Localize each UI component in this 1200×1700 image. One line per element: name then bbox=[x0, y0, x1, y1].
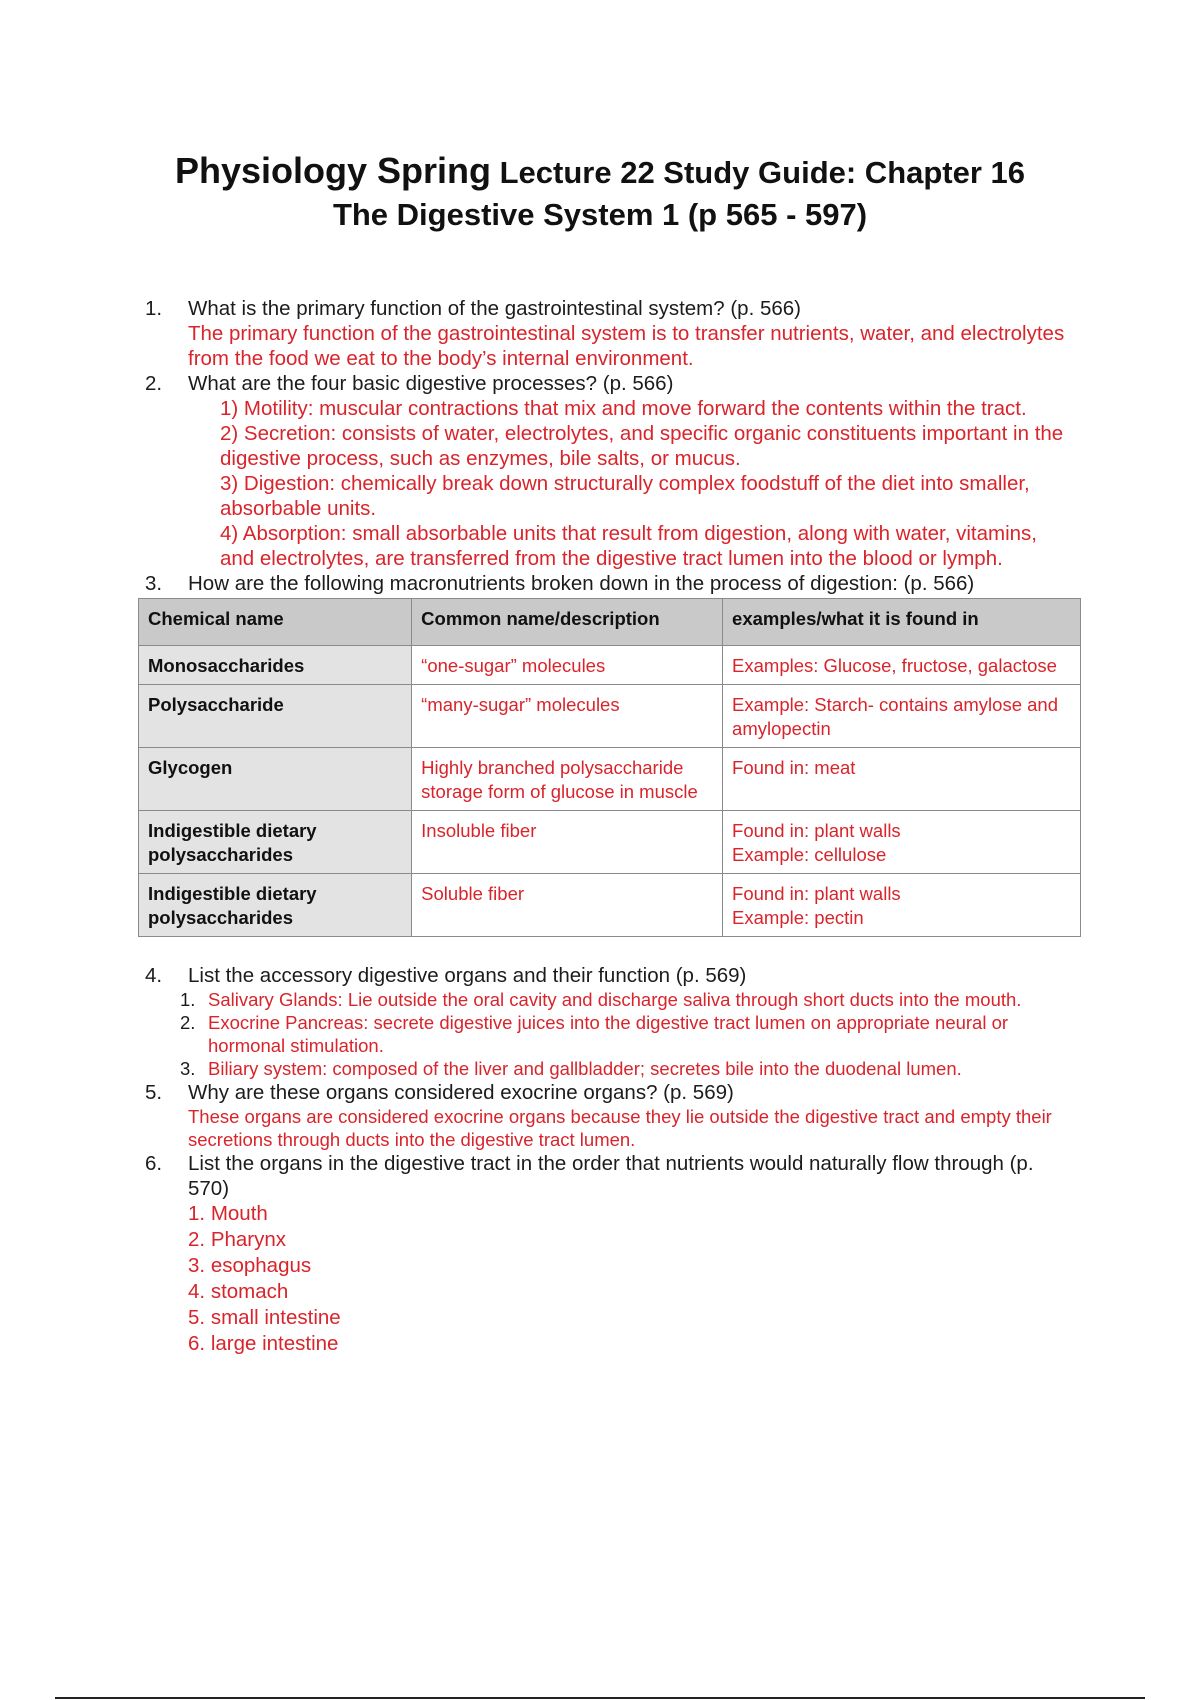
table-cell: “one-sugar” molecules bbox=[412, 646, 723, 685]
table-cell: “many-sugar” molecules bbox=[412, 685, 723, 748]
macronutrient-table bbox=[138, 598, 1081, 937]
list-number: 1. bbox=[180, 989, 196, 1010]
question-text: How are the following macronutrients broken down in the process of digestion: (p. 566) bbox=[188, 572, 975, 595]
list-number: 2. bbox=[188, 1228, 206, 1251]
title-line-2: The Digestive System 1 (p 565 - 597) bbox=[332, 197, 868, 232]
list-number: 4. bbox=[188, 1280, 206, 1303]
table-cell: Glycogen bbox=[139, 748, 412, 811]
list-item bbox=[188, 1331, 1075, 1357]
list-text: Biliary system: composed of the liver and gallbladder; secretes bile into the duodenal lumen. bbox=[208, 1058, 962, 1079]
list-number: 1. bbox=[188, 1202, 206, 1225]
question-3 bbox=[145, 571, 1075, 596]
list-text: Mouth bbox=[210, 1202, 268, 1225]
list-number: 5. bbox=[188, 1306, 206, 1329]
answer-item: 1) Motility: muscular contractions that mix and move forward the contents within the tract. bbox=[220, 397, 1027, 420]
question-4 bbox=[145, 963, 1075, 1080]
table-cell: Indigestible dietary polysaccharides bbox=[139, 874, 412, 937]
table-header: examples/what it is found in bbox=[723, 599, 1081, 646]
table-cell: Found in: plant walls Example: pectin bbox=[723, 874, 1081, 937]
list-number: 6. bbox=[188, 1332, 206, 1355]
question-number: 5. bbox=[145, 1081, 163, 1104]
table-row bbox=[139, 748, 1081, 811]
question-1 bbox=[145, 296, 1075, 371]
list-item bbox=[180, 988, 1075, 1011]
question-6 bbox=[145, 1151, 1075, 1357]
table-cell: Monosaccharides bbox=[139, 646, 412, 685]
title-course: Physiology Spring bbox=[174, 150, 491, 191]
title-lecture: Lecture 22 Study Guide: Chapter 16 bbox=[491, 155, 1026, 190]
list-item bbox=[180, 1011, 1075, 1057]
question-text: What is the primary function of the gastrointestinal system? (p. 566) bbox=[188, 297, 801, 320]
list-item bbox=[180, 1057, 1075, 1080]
answer-text: The primary function of the gastrointestinal system is to transfer nutrients, water, and electrolytes from the food we eat to the body’s internal environment. bbox=[188, 322, 1065, 370]
table-cell: Highly branched polysaccharide storage form of glucose in muscle bbox=[412, 748, 723, 811]
answer-text: These organs are considered exocrine organs because they lie outside the digestive tract and empty their secretions through ducts into the digestive tract lumen. bbox=[188, 1106, 1052, 1150]
table-cell: Example: Starch- contains amylose and amylopectin bbox=[723, 685, 1081, 748]
question-text: List the accessory digestive organs and their function (p. 569) bbox=[188, 964, 747, 987]
table-row bbox=[139, 685, 1081, 748]
table-header-row bbox=[139, 599, 1081, 646]
list-text: Pharynx bbox=[210, 1228, 287, 1251]
table-cell: Soluble fiber bbox=[412, 874, 723, 937]
question-2 bbox=[145, 371, 1075, 571]
answer-item: 4) Absorption: small absorbable units that result from digestion, along with water, vitamins, and electrolytes, are transferred from the digestive tract lumen into the blood or lymph. bbox=[220, 522, 1037, 570]
table-row bbox=[139, 646, 1081, 685]
answer-list bbox=[180, 988, 1075, 1080]
table-cell: Polysaccharide bbox=[139, 685, 412, 748]
list-item bbox=[188, 1253, 1075, 1279]
answer-list bbox=[188, 1201, 1075, 1357]
question-5 bbox=[145, 1080, 1075, 1151]
list-item bbox=[188, 1227, 1075, 1253]
list-text: Exocrine Pancreas: secrete digestive juices into the digestive tract lumen on appropriate neural or hormonal stimulation. bbox=[208, 1012, 1009, 1056]
title-line-1 bbox=[0, 150, 1200, 194]
table-row bbox=[139, 811, 1081, 874]
list-number: 2. bbox=[180, 1012, 196, 1033]
question-number: 1. bbox=[145, 297, 163, 320]
bottom-divider bbox=[55, 1697, 1145, 1699]
table-row bbox=[139, 874, 1081, 937]
list-text: Salivary Glands: Lie outside the oral cavity and discharge saliva through short ducts into the mouth. bbox=[208, 989, 1022, 1010]
answer-item: 2) Secretion: consists of water, electrolytes, and specific organic constituents important in the digestive process, such as enzymes, bile salts, or mucus. bbox=[220, 422, 1064, 470]
list-text: esophagus bbox=[210, 1254, 312, 1277]
question-text: List the organs in the digestive tract in the order that nutrients would naturally flow through (p. 570) bbox=[188, 1152, 1034, 1200]
page-title bbox=[0, 150, 1200, 236]
list-item bbox=[188, 1279, 1075, 1305]
table-cell: Found in: plant walls Example: cellulose bbox=[723, 811, 1081, 874]
question-text: What are the four basic digestive processes? (p. 566) bbox=[188, 372, 674, 395]
answer-list bbox=[188, 396, 1075, 571]
answer-item: 3) Digestion: chemically break down structurally complex foodstuff of the diet into smaller, absorbable units. bbox=[220, 472, 1030, 520]
table-cell: Indigestible dietary polysaccharides bbox=[139, 811, 412, 874]
list-item bbox=[188, 1201, 1075, 1227]
study-guide-content bbox=[145, 296, 1075, 1357]
question-number: 4. bbox=[145, 964, 163, 987]
question-text: Why are these organs considered exocrine organs? (p. 569) bbox=[188, 1081, 734, 1104]
list-text: large intestine bbox=[210, 1332, 339, 1355]
question-number: 3. bbox=[145, 572, 163, 595]
table-header: Common name/description bbox=[412, 599, 723, 646]
list-text: stomach bbox=[210, 1280, 289, 1303]
list-text: small intestine bbox=[210, 1306, 341, 1329]
table-cell: Found in: meat bbox=[723, 748, 1081, 811]
list-item bbox=[188, 1305, 1075, 1331]
table-header: Chemical name bbox=[139, 599, 412, 646]
question-number: 6. bbox=[145, 1152, 163, 1175]
table-cell: Insoluble fiber bbox=[412, 811, 723, 874]
question-number: 2. bbox=[145, 372, 163, 395]
list-number: 3. bbox=[180, 1058, 196, 1079]
list-number: 3. bbox=[188, 1254, 206, 1277]
table-cell: Examples: Glucose, fructose, galactose bbox=[723, 646, 1081, 685]
